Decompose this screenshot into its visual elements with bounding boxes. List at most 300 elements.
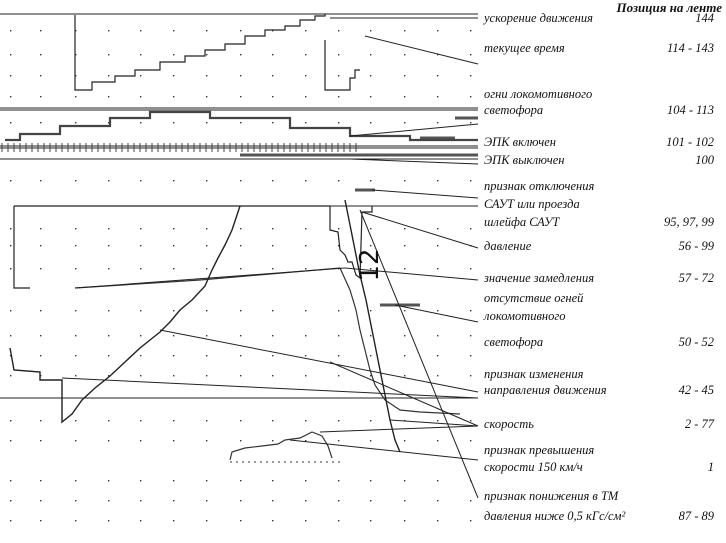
grid-dot (40, 480, 41, 481)
leader-line (350, 159, 478, 164)
grid-dot (108, 228, 109, 229)
grid-dot (470, 228, 471, 229)
grid-dot (470, 335, 471, 336)
grid-dot (338, 54, 339, 55)
grid-dot (10, 440, 11, 441)
grid-dot (338, 375, 339, 376)
leader-line (290, 440, 478, 460)
grid-dot (75, 180, 76, 181)
grid-dot (108, 520, 109, 521)
grid-dot (370, 440, 371, 441)
label-text: светофора (484, 103, 544, 117)
grid-dot (10, 30, 11, 31)
label-text: признак понижения в ТМ (484, 489, 619, 503)
grid-dot (370, 122, 371, 123)
grid-dot (140, 96, 141, 97)
grid-dot (240, 268, 241, 269)
grid-dot (404, 520, 405, 521)
grid-dot (108, 335, 109, 336)
position-value: 56 - 99 (678, 239, 714, 253)
grid-dot (370, 75, 371, 76)
grid-dot (240, 30, 241, 31)
position-value: 114 - 143 (667, 41, 714, 55)
grid-dot (140, 480, 141, 481)
column-header: Позиция на ленте (616, 0, 722, 15)
grid-dot (404, 310, 405, 311)
grid-dot (240, 122, 241, 123)
deceleration-curve (75, 268, 460, 414)
grid-dot (404, 500, 405, 501)
grid-dot (437, 355, 438, 356)
grid-dot (404, 30, 405, 31)
grid-dot (272, 520, 273, 521)
grid-dot (272, 500, 273, 501)
grid-dot (75, 245, 76, 246)
grid-dot (108, 480, 109, 481)
position-value: 144 (695, 11, 714, 25)
grid-dot (206, 96, 207, 97)
grid-dot (437, 500, 438, 501)
grid-dot (272, 335, 273, 336)
grid-dot (206, 440, 207, 441)
grid-dot (272, 420, 273, 421)
label-text: светофора (484, 335, 544, 349)
grid-dot (10, 96, 11, 97)
grid-dot (437, 180, 438, 181)
grid-dot (240, 75, 241, 76)
grid-dot (40, 180, 41, 181)
grid-dot (370, 355, 371, 356)
grid-dot (240, 245, 241, 246)
grid-dot (40, 228, 41, 229)
grid-dot (404, 335, 405, 336)
grid-dot (173, 375, 174, 376)
grid-dot (404, 440, 405, 441)
grid-dot (75, 355, 76, 356)
grid-dot (173, 30, 174, 31)
leader-line (372, 190, 478, 198)
grid-dot (75, 335, 76, 336)
grid-dot (305, 180, 306, 181)
label-text: направления движения (484, 383, 607, 397)
grid-dot (240, 355, 241, 356)
grid-dot (338, 228, 339, 229)
grid-dot (206, 180, 207, 181)
grid-dot (40, 122, 41, 123)
grid-dot (206, 355, 207, 356)
grid-dot (437, 245, 438, 246)
grid-dot (40, 310, 41, 311)
grid-dot (173, 500, 174, 501)
grid-dot (272, 375, 273, 376)
grid-dot (40, 30, 41, 31)
grid-dot (404, 480, 405, 481)
grid-dot (305, 420, 306, 421)
label-text: признак изменения (484, 367, 584, 381)
grid-dot (75, 268, 76, 269)
grid-dot (10, 54, 11, 55)
grid-dot (173, 228, 174, 229)
grid-dot (470, 180, 471, 181)
grid-dot (437, 480, 438, 481)
grid-dot (10, 75, 11, 76)
grid-dot (272, 268, 273, 269)
grid-dot (206, 268, 207, 269)
grid-dot (370, 500, 371, 501)
grid-dot (173, 520, 174, 521)
grid-dot (470, 75, 471, 76)
time-step-curve (75, 14, 325, 90)
label-text: текущее время (484, 41, 565, 55)
position-value: 101 - 102 (666, 135, 714, 149)
grid-dot (370, 96, 371, 97)
grid-dot (305, 500, 306, 501)
grid-dot (173, 420, 174, 421)
position-value: 104 - 113 (667, 103, 714, 117)
grid-dot (305, 96, 306, 97)
grid-dot (173, 180, 174, 181)
label-text: давление (484, 239, 532, 253)
grid-dot (305, 268, 306, 269)
grid-dot (370, 245, 371, 246)
speed-curve-decel (345, 200, 400, 452)
grid-dot (338, 420, 339, 421)
grid-dot (240, 54, 241, 55)
leader-line (365, 36, 478, 64)
grid-dot (206, 245, 207, 246)
grid-dot (370, 30, 371, 31)
grid-dot (338, 520, 339, 521)
grid-dot (140, 355, 141, 356)
grid-dot (40, 355, 41, 356)
grid-dot (404, 180, 405, 181)
grid-dot (272, 245, 273, 246)
grid-dot (338, 96, 339, 97)
leader-line (350, 124, 478, 136)
position-value: 95, 97, 99 (664, 215, 714, 229)
grid-dot (140, 520, 141, 521)
grid-dot (108, 440, 109, 441)
grid-dot (240, 500, 241, 501)
position-value: 2 - 77 (684, 417, 714, 431)
label-text: признак превышения (484, 443, 595, 457)
grid-dot (173, 122, 174, 123)
grid-dot (338, 335, 339, 336)
grid-dot (240, 180, 241, 181)
label-text: давления ниже 0,5 кГс/см² (484, 509, 626, 523)
grid-dot (10, 480, 11, 481)
position-value: 42 - 45 (678, 383, 714, 397)
grid-dot (370, 180, 371, 181)
grid-dot (437, 228, 438, 229)
grid-dot (470, 122, 471, 123)
grid-dot (10, 122, 11, 123)
grid-dot (240, 440, 241, 441)
label-text: признак отключения (484, 179, 595, 193)
grid-dot (108, 355, 109, 356)
signal-lights-curve (5, 112, 478, 140)
grid-dot (338, 310, 339, 311)
grid-dot (40, 54, 41, 55)
grid-dot (470, 96, 471, 97)
grid-dot (75, 440, 76, 441)
grid-dot (370, 335, 371, 336)
grid-dot (338, 500, 339, 501)
grid-dot (40, 440, 41, 441)
grid-dot (370, 420, 371, 421)
grid-dot (173, 75, 174, 76)
grid-dot (404, 75, 405, 76)
grid-dot (108, 75, 109, 76)
grid-dot (272, 440, 273, 441)
grid-dot (40, 500, 41, 501)
grid-dot (206, 335, 207, 336)
grid-dot (470, 355, 471, 356)
label-text: огни локомотивного (484, 87, 593, 101)
grid-dot (437, 30, 438, 31)
grid-dot (470, 520, 471, 521)
grid-dot (75, 96, 76, 97)
grid-dot (206, 75, 207, 76)
grid-dot (240, 520, 241, 521)
grid-dot (338, 480, 339, 481)
grid-dot (240, 480, 241, 481)
grid-dot (108, 420, 109, 421)
label-text: ускорение движения (484, 11, 593, 25)
grid-dot (470, 310, 471, 311)
grid-dot (140, 375, 141, 376)
grid-dot (470, 54, 471, 55)
grid-dot (10, 310, 11, 311)
grid-dot (305, 30, 306, 31)
grid-dot (206, 30, 207, 31)
grid-dot (10, 245, 11, 246)
grid-dot (173, 355, 174, 356)
grid-dot (10, 420, 11, 421)
grid-dot (140, 440, 141, 441)
grid-dot (305, 245, 306, 246)
labels-column (482, 11, 715, 523)
label-text: скорости 150 км/ч (484, 460, 583, 474)
grid-dot (140, 228, 141, 229)
grid-dot (206, 122, 207, 123)
grid-dot (305, 310, 306, 311)
time-step-curve-2 (325, 40, 360, 90)
grid-dot (404, 54, 405, 55)
grid-dot (140, 268, 141, 269)
leader-line (320, 426, 478, 432)
grid-dot (140, 245, 141, 246)
grid-dot (404, 245, 405, 246)
grid-dot (173, 54, 174, 55)
position-value: 100 (695, 153, 714, 167)
grid-dot (140, 75, 141, 76)
grid-dot (40, 268, 41, 269)
grid-dot (140, 122, 141, 123)
grid-dot (75, 500, 76, 501)
grid-dot (437, 440, 438, 441)
grid-dot (10, 520, 11, 521)
grid-dot (437, 96, 438, 97)
label-text: ЭПК включен (484, 135, 556, 149)
grid-dot (240, 375, 241, 376)
grid-dot (206, 500, 207, 501)
grid-dot (305, 375, 306, 376)
label-text: САУТ или проезда (484, 197, 580, 211)
grid-dot (338, 440, 339, 441)
grid-dot (173, 245, 174, 246)
leader-line (62, 378, 478, 398)
grid-dot (10, 180, 11, 181)
grid-dot (108, 245, 109, 246)
grid-dot (140, 30, 141, 31)
grid-dot (240, 335, 241, 336)
grid-dot (108, 54, 109, 55)
speed-curve (10, 206, 240, 422)
grid-dot (470, 420, 471, 421)
grid-dot (173, 310, 174, 311)
grid-dot (108, 30, 109, 31)
grid-dot (75, 520, 76, 521)
grid-dot (10, 500, 11, 501)
position-value: 1 (707, 460, 714, 474)
grid-dot (437, 75, 438, 76)
grid-dot (338, 75, 339, 76)
grid-dot (272, 122, 273, 123)
grid-dot (240, 228, 241, 229)
grid-dot (370, 54, 371, 55)
grid-dot (404, 122, 405, 123)
grid-dot (108, 268, 109, 269)
grid-dot (470, 268, 471, 269)
grid-dot (140, 335, 141, 336)
grid-dot (140, 310, 141, 311)
grid-dot (206, 520, 207, 521)
grid-dot (370, 480, 371, 481)
label-text: шлейфа САУТ (484, 215, 560, 229)
grid-dot (240, 420, 241, 421)
grid-dot (173, 440, 174, 441)
grid-dot (437, 375, 438, 376)
grid-dot (10, 375, 11, 376)
label-text: ЭПК выключен (484, 153, 565, 167)
grid-dot (404, 355, 405, 356)
grid-dot (108, 310, 109, 311)
grid-dot (40, 96, 41, 97)
grid-dot (437, 520, 438, 521)
grid-dot (470, 500, 471, 501)
position-value: 50 - 52 (678, 335, 714, 349)
grid-dot (305, 335, 306, 336)
grid-dot (206, 420, 207, 421)
grid-dot (404, 228, 405, 229)
pressure-curve (14, 206, 372, 288)
grid-dot (140, 420, 141, 421)
grid-dot (272, 75, 273, 76)
grid-dot (10, 335, 11, 336)
grid-dot (305, 75, 306, 76)
grid-dot (206, 228, 207, 229)
grid-dot (206, 480, 207, 481)
grid-dot (404, 96, 405, 97)
grid-dot (370, 520, 371, 521)
grid-dot (272, 96, 273, 97)
grid-dot (108, 96, 109, 97)
grid-dot (206, 375, 207, 376)
grid-dot (272, 180, 273, 181)
grid-dot (75, 228, 76, 229)
grid-dot (305, 520, 306, 521)
grid-dot (272, 355, 273, 356)
grid-dot (305, 228, 306, 229)
grid-dot (173, 335, 174, 336)
grid-dot (140, 500, 141, 501)
grid-dot (272, 310, 273, 311)
label-text: локомотивного (484, 309, 566, 323)
label-text: значение замедления (484, 271, 595, 285)
grid-dot (75, 310, 76, 311)
grid-dot (75, 375, 76, 376)
grid-dot (305, 480, 306, 481)
leader-line (390, 420, 478, 426)
leader-line (330, 362, 478, 426)
grid-dot (437, 335, 438, 336)
grid-dot (40, 245, 41, 246)
grid-dot (40, 335, 41, 336)
grid-dot (10, 228, 11, 229)
grid-dot (305, 355, 306, 356)
grid-dot (470, 440, 471, 441)
grid-dot (437, 420, 438, 421)
grid-dot (437, 122, 438, 123)
grid-dot (437, 310, 438, 311)
leader-line (395, 305, 478, 322)
grid-dot (305, 122, 306, 123)
overspeed-curve (230, 432, 332, 460)
position-value: 57 - 72 (678, 271, 714, 285)
grid-dot (305, 54, 306, 55)
grid-dot (272, 480, 273, 481)
grid-dot (470, 375, 471, 376)
grid-dot (140, 180, 141, 181)
leader-lines (62, 18, 478, 498)
grid-dot (108, 180, 109, 181)
grid-dot (75, 480, 76, 481)
grid-dot (240, 96, 241, 97)
grid-dot (75, 122, 76, 123)
marker-label: 12 (355, 248, 385, 282)
grid-dot (338, 180, 339, 181)
grid-dot (404, 375, 405, 376)
grid-dot (272, 54, 273, 55)
label-text: скорость (484, 417, 534, 431)
leader-line (362, 212, 478, 248)
grid-dot (173, 268, 174, 269)
grid-dot (338, 122, 339, 123)
grid-dot (272, 228, 273, 229)
grid-dot (40, 520, 41, 521)
grid-dot (338, 355, 339, 356)
grid-dot (108, 500, 109, 501)
grid-dot (173, 480, 174, 481)
grid-dot (206, 310, 207, 311)
position-value: 87 - 89 (678, 509, 714, 523)
grid-dot (470, 30, 471, 31)
grid-dot (10, 268, 11, 269)
leader-line (75, 268, 345, 288)
grid-dot (338, 30, 339, 31)
grid-dot (40, 75, 41, 76)
